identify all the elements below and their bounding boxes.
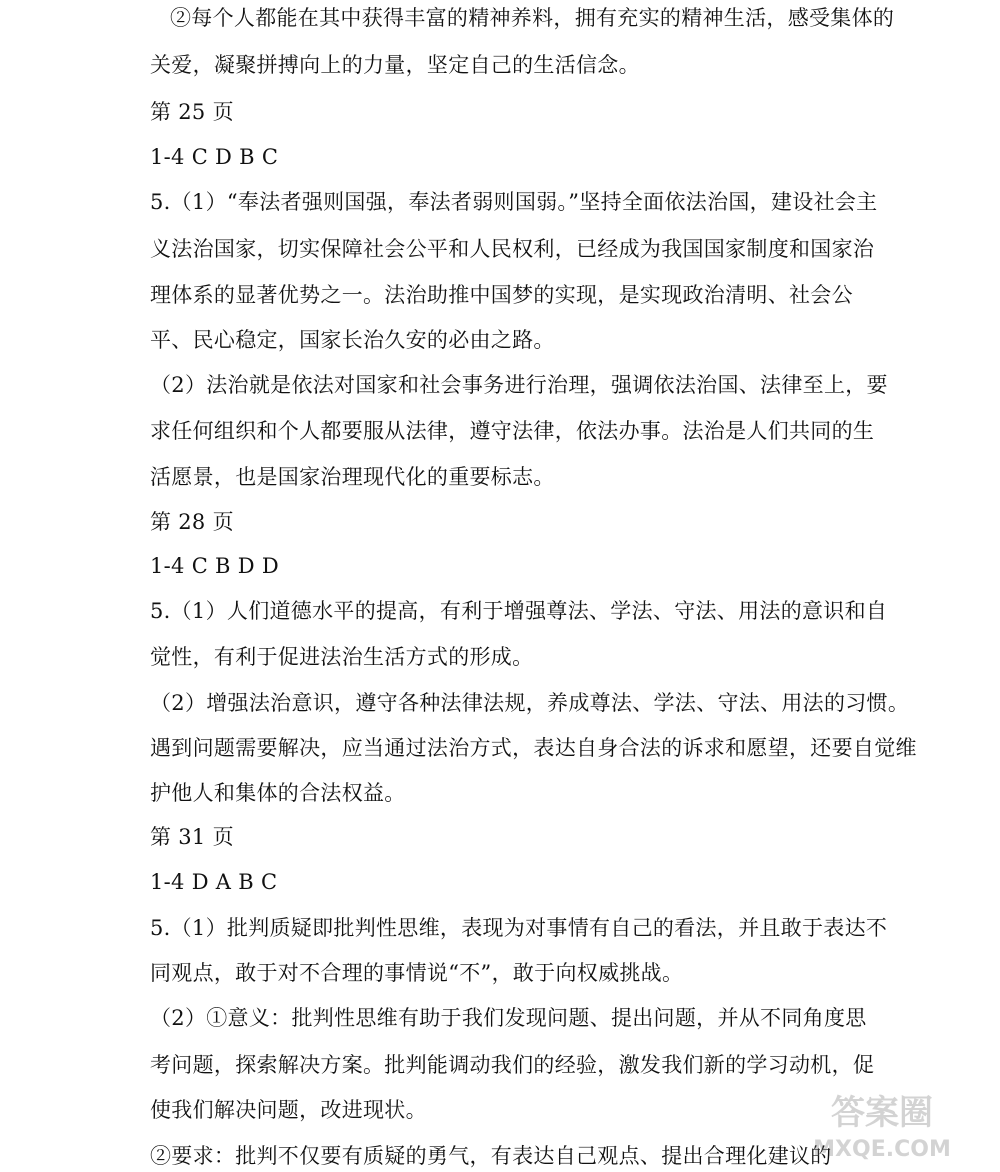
text-line: 求任何组织和个人都要服从法律，遵守法律，依法办事。法治是人们共同的生 — [150, 419, 875, 443]
text-line: 5.（1）批判质疑即批判性思维，表现为对事情有自己的看法，并且敢于表达不 — [150, 916, 888, 940]
watermark-top-text: 答案圈 — [831, 1093, 933, 1133]
text-line: 护他人和集体的合法权益。 — [150, 781, 406, 805]
text-line: 活愿景，也是国家治理现代化的重要标志。 — [150, 465, 555, 489]
text-line: 关爱，凝聚拼搏向上的力量，坚定自己的生活信念。 — [150, 53, 640, 77]
text-line: 同观点，敢于对不合理的事情说“不”，敢于向权威挑战。 — [150, 961, 684, 985]
text-line: ②要求：批判不仅要有质疑的勇气，有表达自己观点、提出合理化建议的 — [150, 1144, 832, 1168]
text-line: （2）法治就是依法对国家和社会事务进行治理，强调依法治国、法律至上，要 — [150, 373, 888, 397]
text-line: 使我们解决问题，改进现状。 — [150, 1098, 427, 1122]
text-line: （2）①意义：批判性思维有助于我们发现问题、提出问题，并从不同角度思 — [150, 1006, 867, 1030]
watermark-logo — [782, 1084, 982, 1164]
watermark-bottom-text: MXQE.COM — [813, 1137, 951, 1162]
text-line: 义法治国家，切实保障社会公平和人民权利，已经成为我国国家制度和国家治 — [150, 237, 875, 261]
section-heading: 第 31 页 — [150, 825, 234, 849]
text-line: 平、民心稳定，国家长治久安的必由之路。 — [150, 328, 555, 352]
text-line: 考问题，探索解决方案。批判能调动我们的经验，激发我们新的学习动机，促 — [150, 1053, 875, 1077]
text-line: 理体系的显著优势之一。法治助推中国梦的实现，是实现政治清明、社会公 — [150, 283, 853, 307]
text-line: 5.（1）人们道德水平的提高，有利于增强尊法、学法、守法、用法的意识和自 — [150, 599, 888, 623]
text-line: （2）增强法治意识，遵守各种法律法规，养成尊法、学法、守法、用法的习惯。 — [150, 691, 910, 715]
text-line: 5.（1）“奉法者强则国强，奉法者弱则国弱。”坚持全面依法治国，建设社会主 — [150, 190, 878, 214]
answer-key: 1-4 C D B C — [150, 145, 279, 169]
section-heading: 第 25 页 — [150, 100, 234, 124]
answer-key: 1-4 C B D D — [150, 554, 279, 578]
text-line: ②每个人都能在其中获得丰富的精神养料，拥有充实的精神生活，感受集体的 — [170, 6, 895, 30]
text-line: 遇到问题需要解决，应当通过法治方式，表达自身合法的诉求和愿望，还要自觉维 — [150, 736, 917, 760]
section-heading: 第 28 页 — [150, 510, 234, 534]
text-line: 觉性，有利于促进法治生活方式的形成。 — [150, 645, 534, 669]
answer-key: 1-4 D A B C — [150, 870, 278, 894]
